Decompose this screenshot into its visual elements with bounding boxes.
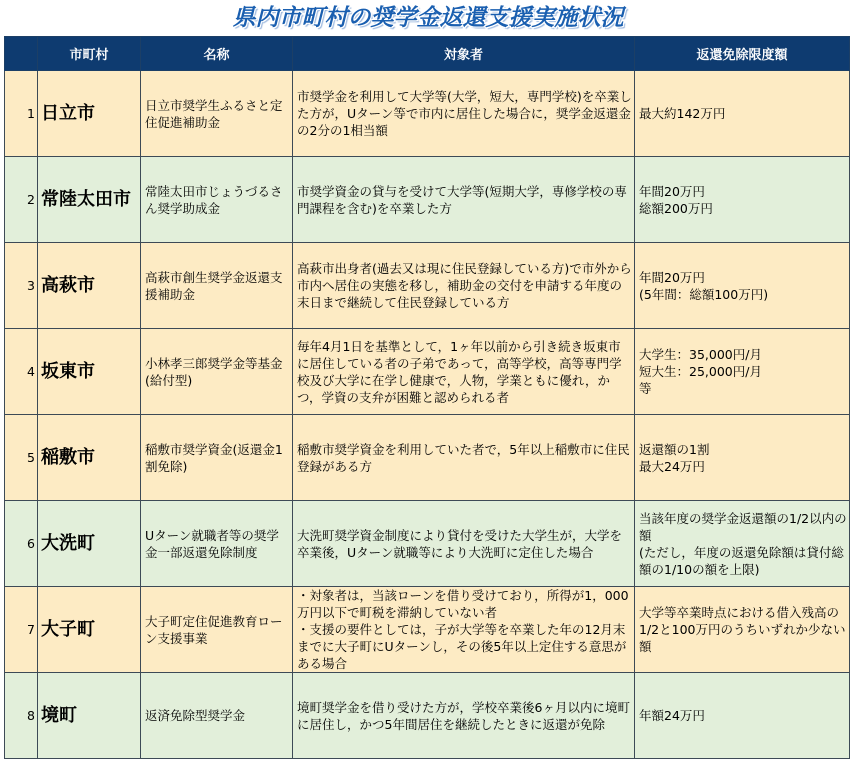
city-name: 日立市: [38, 71, 141, 157]
header-city: 市町村: [38, 37, 141, 71]
city-name: 大子町: [38, 587, 141, 673]
eligibility-text: [293, 243, 635, 329]
cell-line: 高萩市出身者(過去又は現に住民登録している方)で市外から市内へ居住の実態を移し，補助金の交付を申請する年度の末日まで継続して住民登録している方: [297, 261, 632, 310]
table-row: [5, 501, 850, 587]
cell-line: ・支援の要件としては，子が大学等を卒業した年の12月末までに大子町にUターンし，その後5年以上定住する意思がある場合: [297, 622, 627, 671]
exemption-amount: [635, 243, 850, 329]
exemption-amount: [635, 587, 850, 673]
eligibility-text: [293, 587, 635, 673]
exemption-amount: [635, 157, 850, 243]
eligibility-text: [293, 415, 635, 501]
program-name: 日立市奨学生ふるさと定住促進補助金: [141, 71, 293, 157]
cell-line: 当該年度の奨学金返還額の1/2以内の額: [639, 510, 847, 543]
row-number: 7: [5, 587, 38, 673]
eligibility-text: [293, 673, 635, 759]
city-name: 稲敷市: [38, 415, 141, 501]
program-name: 返済免除型奨学金: [141, 673, 293, 759]
cell-line: 大学生：35,000円/月: [639, 347, 762, 362]
eligibility-text: [293, 329, 635, 415]
eligibility-text: [293, 71, 635, 157]
cell-line: 市奨学資金の貸与を受けて大学等(短期大学，専修学校の専門課程を含む)を卒業した方: [297, 183, 627, 216]
header-name: 名称: [141, 37, 293, 71]
program-name: 高萩市創生奨学金返還支援補助金: [141, 243, 293, 329]
cell-line: (5年間：総額100万円): [639, 286, 769, 302]
cell-line: 大学等卒業時点における借入残高の1/2と100万円のうちいずれか少ない額: [639, 605, 846, 654]
subsidy-table: [4, 36, 850, 759]
city-name: 常陸太田市: [38, 157, 141, 243]
cell-line: 最大約142万円: [639, 106, 726, 121]
table-row: [5, 587, 850, 673]
city-name: 大洗町: [38, 501, 141, 587]
cell-line: 短大生：25,000円/月: [639, 364, 762, 379]
table-row: [5, 157, 850, 243]
program-name: 常陸太田市じょうづるさん奨学助成金: [141, 157, 293, 243]
exemption-amount: [635, 329, 850, 415]
eligibility-text: [293, 157, 635, 243]
header-target: 対象者: [293, 37, 635, 71]
program-name: 大子町定住促進教育ローン支援事業: [141, 587, 293, 673]
row-number: 6: [5, 501, 38, 587]
cell-line: 稲敷市奨学資金を利用していた者で，5年以上稲敷市に住民登録がある方: [297, 441, 630, 474]
row-number: 3: [5, 243, 38, 329]
table-row: [5, 673, 850, 759]
cell-line: 市奨学金を利用して大学等(大学，短大，専門学校)を卒業した方が，Uターン等で市内に居住した場合に，奨学金返還金の2分の1相当額: [297, 89, 632, 138]
table-row: [5, 71, 850, 157]
table-row: [5, 329, 850, 415]
page-title: 県内市町村の奨学金返還支援実施状況: [232, 5, 624, 31]
row-number: 1: [5, 71, 38, 157]
cell-line: 最大24万円: [639, 458, 705, 474]
cell-line: (ただし，年度の返還免除額は貸付総額の1/10の額を上限): [639, 544, 844, 577]
exemption-amount: [635, 501, 850, 587]
city-name: 境町: [38, 673, 141, 759]
cell-line: 境町奨学金を借り受けた方が，学校卒業後6ヶ月以内に境町に居住し，かつ5年間居住を継続したときに返還が免除: [297, 699, 630, 732]
cell-line: 年間20万円: [639, 183, 705, 199]
table-row: [5, 243, 850, 329]
program-name: 小林孝三郎奨学金等基金(給付型): [141, 329, 293, 415]
city-name: 高萩市: [38, 243, 141, 329]
header-amount: 返還免除限度額: [635, 37, 850, 71]
cell-line: 年間20万円: [639, 269, 705, 285]
cell-line: ・対象者は，当該ローンを借り受けており，所得が1，000万円以下で町税を滞納していない者: [297, 588, 629, 620]
row-number: 4: [5, 329, 38, 415]
cell-line: 大洗町奨学資金制度により貸付を受けた大学生が，大学を卒業後，Uターン就職等により大洗町に定住した場合: [297, 527, 623, 560]
header-num: [5, 37, 38, 71]
cell-line: 等: [639, 381, 652, 396]
exemption-amount: [635, 673, 850, 759]
program-name: Uターン就職者等の奨学金一部返還免除制度: [141, 501, 293, 587]
exemption-amount: [635, 71, 850, 157]
cell-line: 総額200万円: [639, 200, 713, 216]
row-number: 8: [5, 673, 38, 759]
program-name: 稲敷市奨学資金(返還金1割免除): [141, 415, 293, 501]
city-name: 坂東市: [38, 329, 141, 415]
exemption-amount: [635, 415, 850, 501]
table-header-row: [5, 37, 850, 71]
cell-line: 返還額の1割: [639, 441, 710, 457]
eligibility-text: [293, 501, 635, 587]
cell-line: 毎年4月1日を基準として，1ヶ年以前から引き続き坂東市に居住している者の子弟であって，高等学校，高等専門学校及び大学に在学し健康で，人物，学業ともに優れ，かつ，学資の支弁が困難と認められる者: [297, 338, 622, 405]
row-number: 2: [5, 157, 38, 243]
row-number: 5: [5, 415, 38, 501]
cell-line: 年額24万円: [639, 708, 705, 723]
table-row: [5, 415, 850, 501]
